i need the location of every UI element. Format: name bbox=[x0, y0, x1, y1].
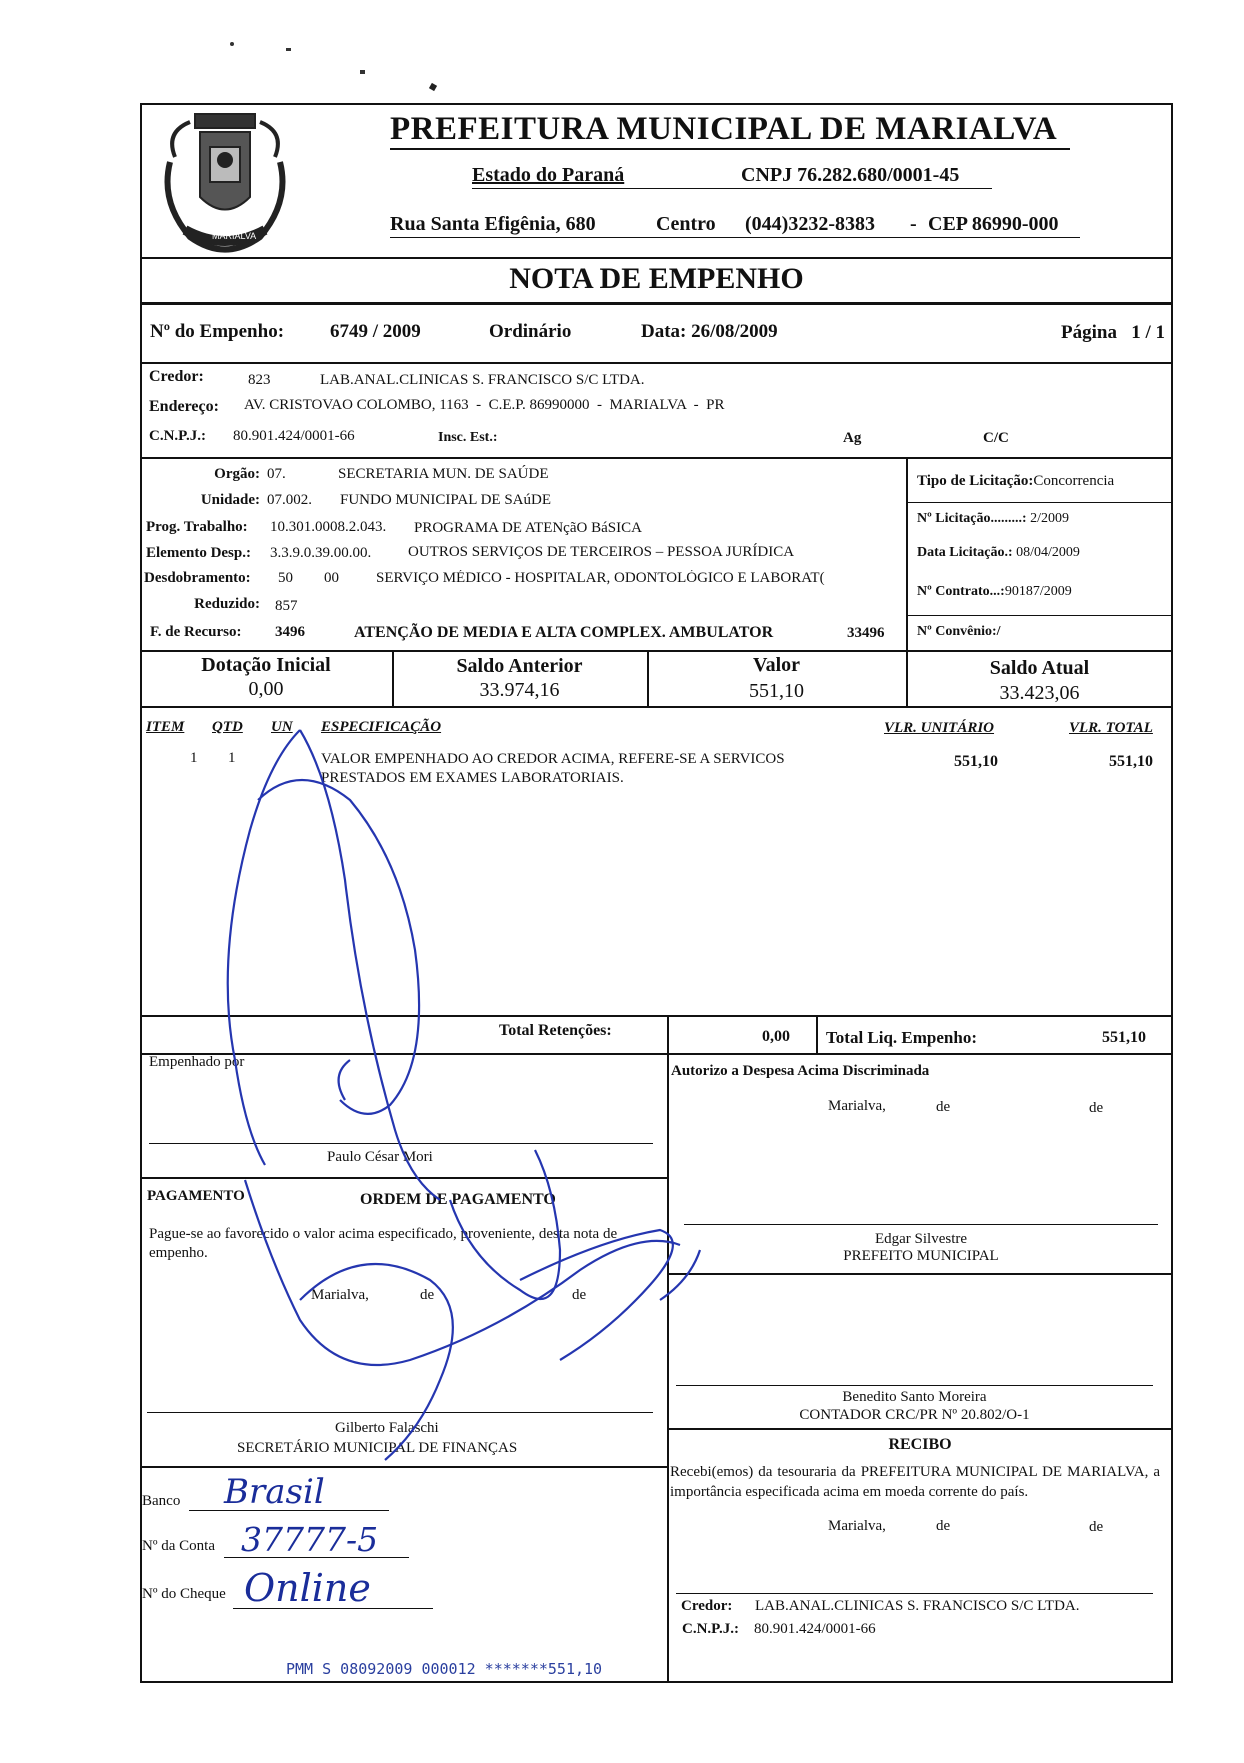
recibo-cnpj-value: 80.901.424/0001-66 bbox=[754, 1621, 876, 1637]
pagamento-text: Pague-se ao favorecido o valor acima especificado, proveniente, desta nota de empenho. bbox=[149, 1226, 618, 1261]
col-item: ITEM bbox=[146, 719, 185, 735]
svg-text:MARIALVA: MARIALVA bbox=[212, 231, 257, 241]
recibo-de2: de bbox=[1089, 1519, 1104, 1535]
liq-value: 551,10 bbox=[1102, 1029, 1146, 1046]
empenho-date: Data: 26/08/2009 bbox=[641, 321, 778, 342]
item-total-value: 551,10 bbox=[1109, 753, 1153, 770]
pagamento-label: PAGAMENTO bbox=[147, 1188, 245, 1204]
header-title: PREFEITURA MUNICIPAL DE MARIALVA bbox=[390, 111, 1058, 147]
prefeito-role: PREFEITO MUNICIPAL bbox=[843, 1248, 999, 1264]
liq-label: Total Liq. Empenho: bbox=[826, 1028, 977, 1047]
atual-label: Saldo Atual bbox=[989, 657, 1090, 679]
autorizo-place: Marialva, bbox=[828, 1098, 886, 1114]
banco-label: Banco bbox=[142, 1493, 181, 1509]
banco-value: Brasil bbox=[224, 1472, 325, 1512]
licitacao-tipo-value: Concorrencia bbox=[1033, 473, 1115, 489]
scan-mark bbox=[230, 42, 234, 46]
conta-value: 37777-5 bbox=[241, 1520, 379, 1559]
dotacao-value: 0,00 bbox=[248, 678, 284, 700]
recibo-credor-name: LAB.ANAL.CLINICAS S. FRANCISCO S/C LTDA. bbox=[755, 1598, 1080, 1614]
valor-value: 551,10 bbox=[749, 680, 804, 702]
header-district: Centro bbox=[656, 213, 716, 235]
recibo-credor-label: Credor: bbox=[681, 1598, 733, 1614]
col-un: UN bbox=[271, 719, 293, 735]
secretario-role: SECRETÁRIO MUNICIPAL DE FINANÇAS bbox=[237, 1440, 518, 1456]
col-vlr-total: VLR. TOTAL bbox=[1069, 720, 1153, 736]
recurso-code2: 33496 bbox=[847, 625, 885, 641]
pagamento-place: Marialva, bbox=[311, 1287, 369, 1303]
prog-code: 10.301.0008.2.043. bbox=[270, 519, 387, 535]
credor-code: 823 bbox=[248, 372, 271, 388]
recurso-name: ATENÇÃO DE MEDIA E ALTA COMPLEX. AMBULATOR bbox=[354, 624, 774, 641]
cnpj-value: 80.901.424/0001-66 bbox=[233, 428, 355, 444]
anterior-label: Saldo Anterior bbox=[456, 655, 583, 677]
empenho-page: Página 1 / 1 bbox=[1061, 322, 1165, 343]
endereco-value: AV. CRISTOVAO COLOMBO, 1163 - C.E.P. 86990000 - MARIALVA - PR bbox=[244, 397, 725, 413]
scan-mark bbox=[360, 70, 365, 74]
secretario-name: Gilberto Falaschi bbox=[335, 1420, 439, 1436]
processing-stamp: PMM S 08092009 000012 *******551,10 bbox=[286, 1660, 603, 1678]
recurso-code: 3496 bbox=[275, 624, 305, 640]
desd-name: SERVIÇO MÉDICO - HOSPITALAR, ODONTOLÓGICO E LABORAT( bbox=[376, 570, 825, 586]
credor-label: Credor: bbox=[149, 368, 204, 385]
pagamento-de1: de bbox=[420, 1287, 435, 1303]
conta-label: Nº da Conta bbox=[142, 1538, 215, 1554]
contador-name: Benedito Santo Moreira bbox=[842, 1389, 987, 1405]
prog-label: Prog. Trabalho: bbox=[146, 519, 248, 535]
empenhado-name: Paulo César Mori bbox=[327, 1149, 433, 1165]
dotacao-label: Dotação Inicial bbox=[201, 654, 331, 676]
licitacao-tipo-label: Tipo de Licitação: bbox=[917, 473, 1034, 489]
recibo-text: Recebi(emos) da tesouraria da PREFEITURA MUNICIPAL DE MARIALVA, a importância especificada acima em moeda corrente do país. bbox=[670, 1464, 1160, 1500]
anterior-value: 33.974,16 bbox=[479, 679, 560, 701]
reduzido-label: Reduzido: bbox=[194, 596, 260, 612]
header-dash: - bbox=[910, 213, 917, 235]
header-state: Estado do Paraná bbox=[472, 164, 625, 186]
orgao-code: 07. bbox=[267, 466, 286, 482]
desd-code2: 00 bbox=[324, 570, 339, 586]
licitacao-numero-label: Nº Licitação.........: bbox=[917, 511, 1027, 526]
empenhado-label: Empenhado por bbox=[149, 1054, 245, 1070]
empenho-type: Ordinário bbox=[489, 321, 572, 342]
elem-code: 3.3.9.0.39.00.00. bbox=[270, 545, 372, 561]
scan-mark bbox=[286, 48, 291, 51]
elem-name: OUTROS SERVIÇOS DE TERCEIROS – PESSOA JURÍDICA bbox=[408, 544, 795, 560]
contador-role: CONTADOR CRC/PR Nº 20.802/O-1 bbox=[799, 1407, 1030, 1423]
recibo-place: Marialva, bbox=[828, 1518, 886, 1534]
licitacao-data-label: Data Licitação.: bbox=[917, 545, 1013, 560]
licitacao-data-value: 08/04/2009 bbox=[1016, 545, 1080, 560]
prog-name: PROGRAMA DE ATENçãO BáSICA bbox=[414, 520, 642, 536]
elem-label: Elemento Desp.: bbox=[146, 545, 251, 561]
ag-label: Ag bbox=[843, 430, 862, 446]
doc-title: NOTA DE EMPENHO bbox=[509, 262, 804, 295]
autorizo-label: Autorizo a Despesa Acima Discriminada bbox=[671, 1063, 930, 1079]
endereco-label: Endereço: bbox=[149, 398, 219, 415]
col-vlr-unit: VLR. UNITÁRIO bbox=[884, 720, 995, 736]
reduzido-value: 857 bbox=[275, 598, 298, 614]
autorizo-de2: de bbox=[1089, 1100, 1104, 1116]
desd-code1: 50 bbox=[278, 570, 293, 586]
ordem-label: ORDEM DE PAGAMENTO bbox=[360, 1191, 556, 1208]
recibo-de1: de bbox=[936, 1518, 951, 1534]
item-qtd: 1 bbox=[228, 750, 236, 766]
col-espec: ESPECIFICAÇÃO bbox=[321, 719, 442, 735]
retencoes-label: Total Retenções: bbox=[499, 1022, 612, 1039]
item-unit-value: 551,10 bbox=[954, 753, 998, 770]
cheque-label: Nº do Cheque bbox=[142, 1586, 226, 1602]
header-street: Rua Santa Efigênia, 680 bbox=[390, 213, 596, 235]
autorizo-de1: de bbox=[936, 1099, 951, 1115]
empenho-label: Nº do Empenho: bbox=[150, 321, 285, 342]
credor-name: LAB.ANAL.CLINICAS S. FRANCISCO S/C LTDA. bbox=[320, 372, 645, 388]
licitacao-contrato-value: 90187/2009 bbox=[1004, 584, 1072, 599]
recibo-cnpj-label: C.N.P.J.: bbox=[682, 1621, 739, 1637]
unidade-code: 07.002. bbox=[267, 492, 312, 508]
orgao-label: Orgão: bbox=[214, 466, 260, 482]
item-desc-line1: VALOR EMPENHADO AO CREDOR ACIMA, REFERE-SE A SERVICOS bbox=[321, 751, 785, 767]
item-desc-line2: PRESTADOS EM EXAMES LABORATORIAIS. bbox=[321, 770, 624, 786]
insc-label: Insc. Est.: bbox=[438, 430, 498, 445]
unidade-name: FUNDO MUNICIPAL DE SAúDE bbox=[340, 492, 551, 508]
recibo-label: RECIBO bbox=[888, 1436, 952, 1453]
orgao-name: SECRETARIA MUN. DE SAÚDE bbox=[338, 466, 549, 482]
cheque-value: Online bbox=[244, 1566, 371, 1610]
valor-label: Valor bbox=[752, 654, 801, 676]
col-qtd: QTD bbox=[212, 719, 243, 735]
licitacao-contrato-label: Nº Contrato...: bbox=[917, 584, 1005, 599]
header-phone: (044)3232-8383 bbox=[745, 213, 875, 235]
desd-label: Desdobramento: bbox=[144, 570, 251, 586]
empenho-number: 6749 / 2009 bbox=[330, 321, 421, 342]
licitacao-numero-value: 2/2009 bbox=[1030, 511, 1069, 526]
pagamento-de2: de bbox=[572, 1287, 587, 1303]
retencoes-value: 0,00 bbox=[762, 1028, 790, 1045]
prefeito-name: Edgar Silvestre bbox=[874, 1231, 968, 1247]
atual-value: 33.423,06 bbox=[999, 682, 1080, 704]
header-cnpj: CNPJ 76.282.680/0001-45 bbox=[741, 164, 960, 186]
item-number: 1 bbox=[190, 750, 198, 766]
cc-label: C/C bbox=[983, 430, 1009, 446]
cnpj-label: C.N.P.J.: bbox=[149, 428, 206, 444]
licitacao-convenio: Nº Convênio:/ bbox=[917, 624, 1001, 639]
unidade-label: Unidade: bbox=[200, 492, 260, 508]
recurso-label: F. de Recurso: bbox=[150, 624, 242, 640]
header-cep: CEP 86990-000 bbox=[928, 213, 1059, 235]
